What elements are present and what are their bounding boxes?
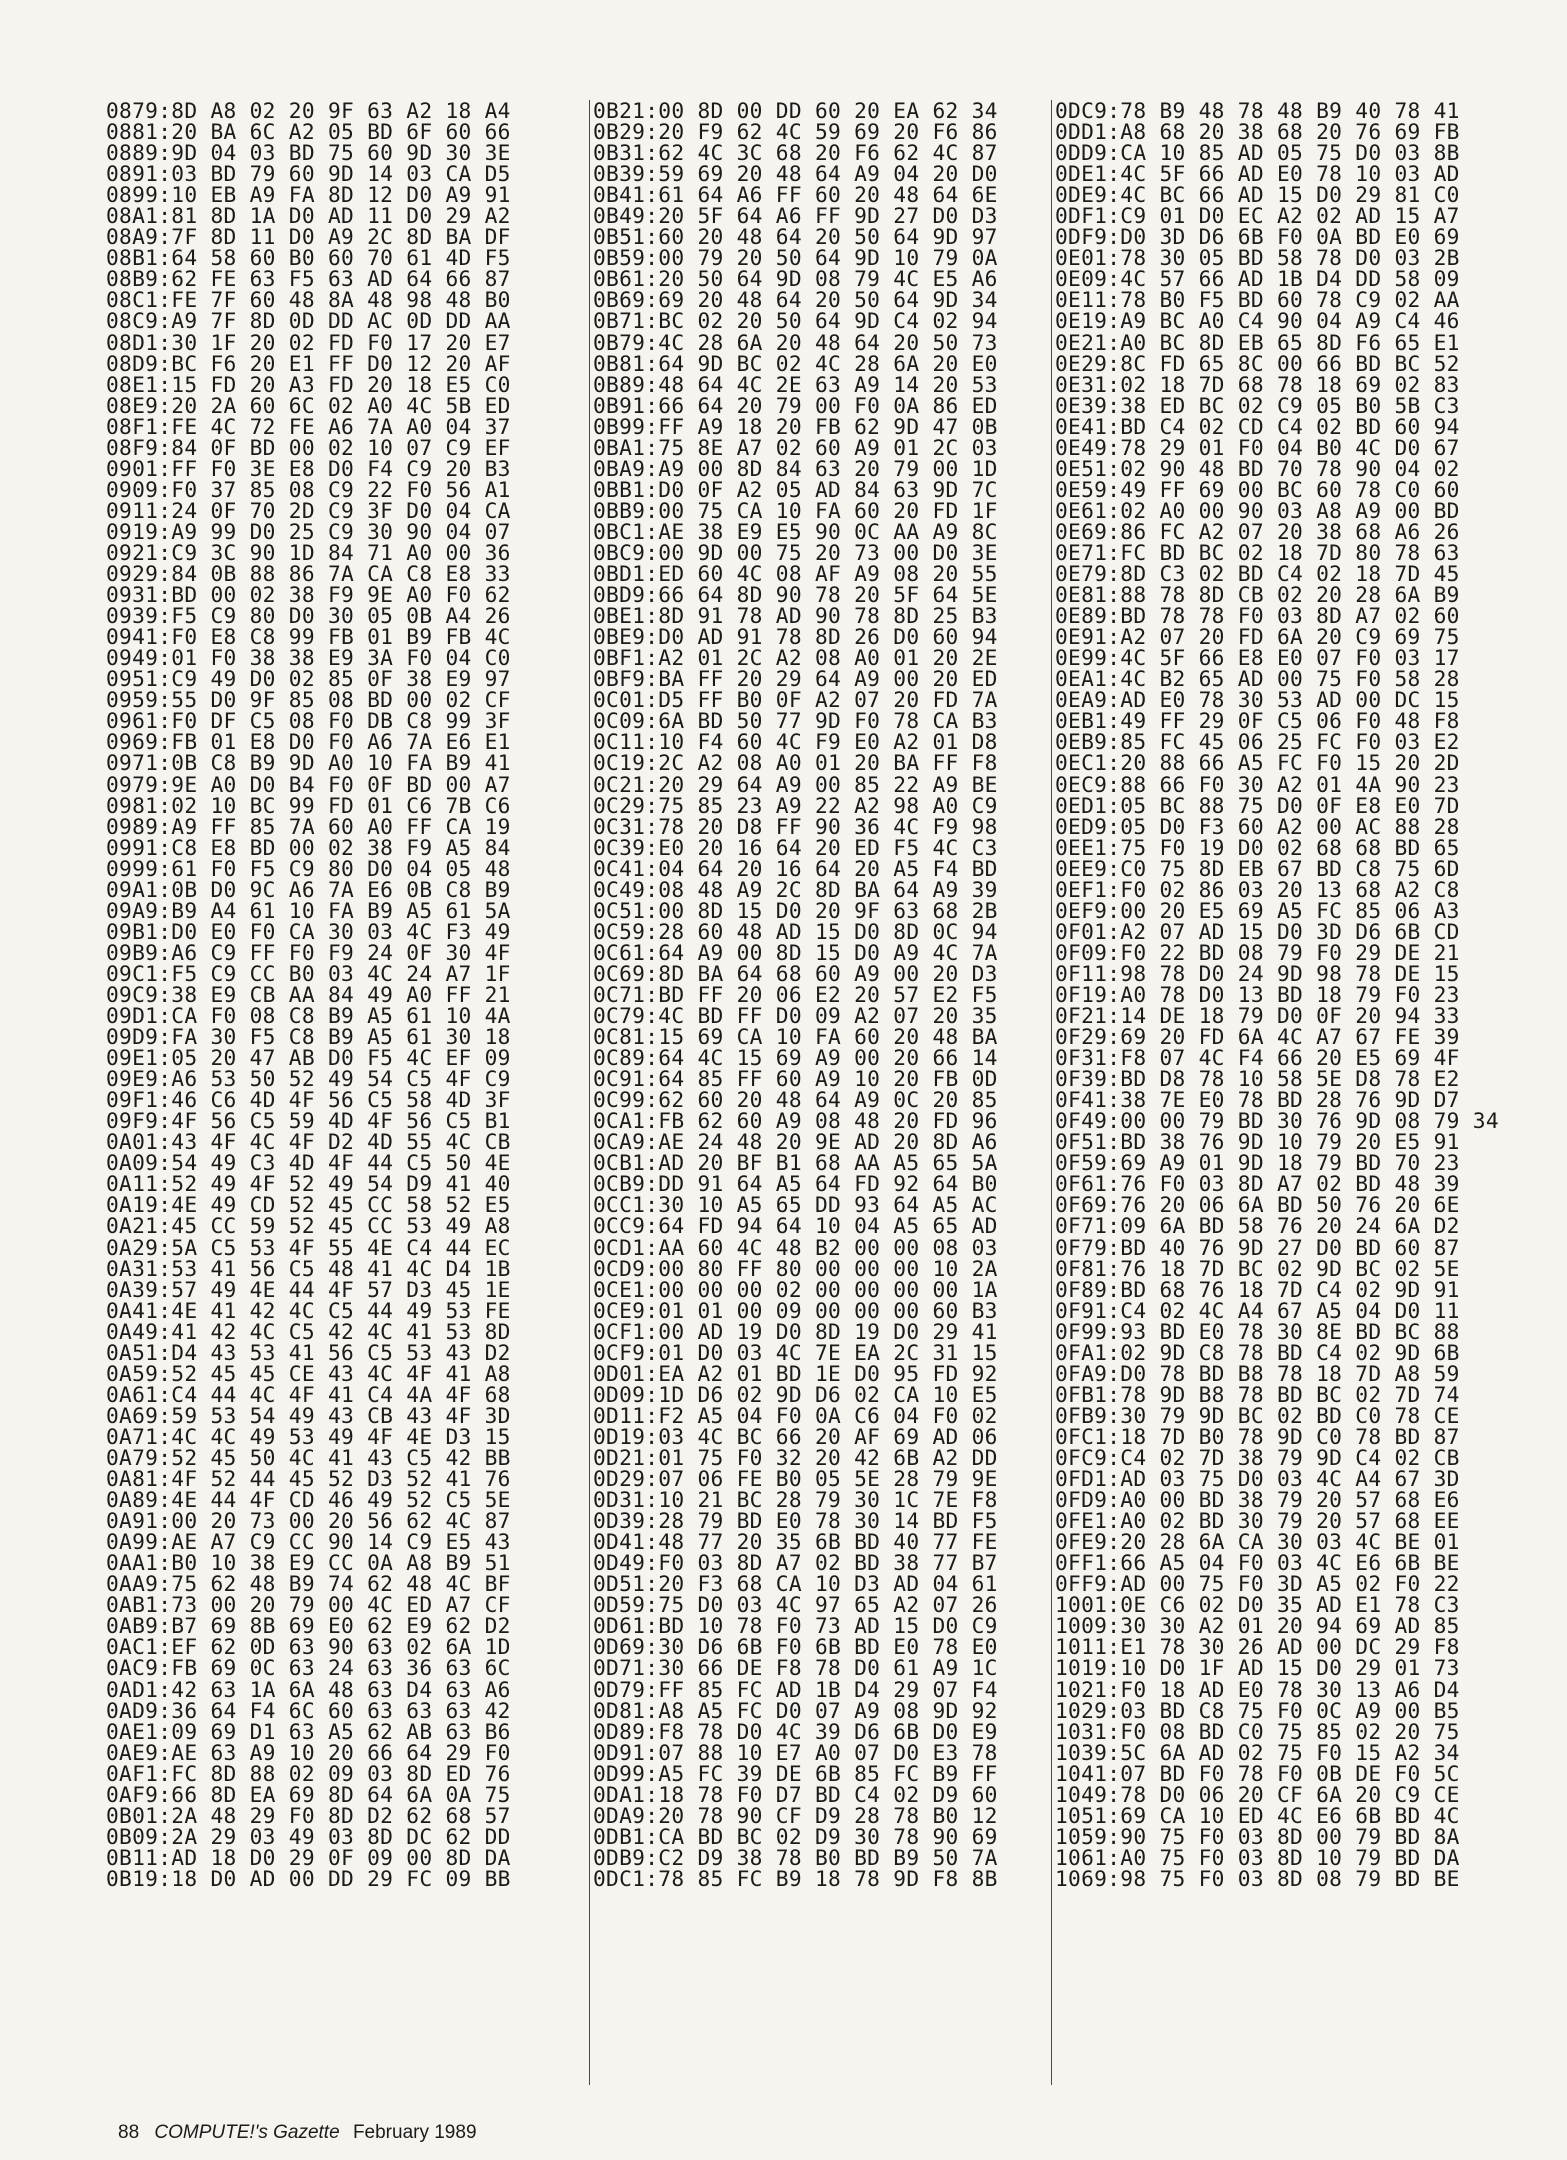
listing-line: 0921:C9 3C 90 1D 84 71 A0 00 36 — [106, 539, 511, 565]
listing-line: 0BF1:A2 01 2C A2 08 A0 01 20 2E — [593, 645, 998, 671]
listing-line: 1069:98 75 F0 03 8D 08 79 BD BE — [1055, 1865, 1460, 1891]
listing-line: 1009:30 30 A2 01 20 94 69 AD 85 — [1055, 1613, 1460, 1639]
listing-line: 0E31:02 18 7D 68 78 18 69 02 83 — [1055, 371, 1460, 397]
listing-line: 0891:03 BD 79 60 9D 14 03 CA D5 — [106, 161, 511, 187]
listing-line: 09F1:46 C6 4D 4F 56 C5 58 4D 3F — [106, 1087, 511, 1113]
listing-line: 09E9:A6 53 50 52 49 54 C5 4F C9 — [106, 1066, 511, 1092]
listing-line: 0E91:A2 07 20 FD 6A 20 C9 69 75 — [1055, 624, 1460, 650]
listing-line: 0999:61 F0 F5 C9 80 D0 04 05 48 — [106, 855, 511, 881]
listing-line: 0B19:18 D0 AD 00 DD 29 FC 09 BB — [106, 1865, 511, 1891]
listing-line: 0929:84 0B 88 86 7A CA C8 E8 33 — [106, 561, 511, 587]
listing-line: 09D9:FA 30 F5 C8 B9 A5 61 30 18 — [106, 1024, 511, 1050]
listing-line: 0C81:15 69 CA 10 FA 60 20 48 BA — [593, 1024, 998, 1050]
listing-line: 0B29:20 F9 62 4C 59 69 20 F6 86 — [593, 119, 998, 145]
listing-line: 1031:F0 08 BD C0 75 85 02 20 75 — [1055, 1718, 1460, 1744]
listing-line: 0EF1:F0 02 86 03 20 13 68 A2 C8 — [1055, 876, 1460, 902]
listing-line: 0DF1:C9 01 D0 EC A2 02 AD 15 A7 — [1055, 203, 1460, 229]
listing-line: 09D1:CA F0 08 C8 B9 A5 61 10 4A — [106, 1003, 511, 1029]
listing-line: 0D41:48 77 20 35 6B BD 40 77 FE — [593, 1529, 998, 1555]
listing-line: 0A89:4E 44 4F CD 46 49 52 C5 5E — [106, 1487, 511, 1513]
listing-line: 09E1:05 20 47 AB D0 F5 4C EF 09 — [106, 1045, 511, 1071]
listing-line: 0FA9:D0 78 BD B8 78 18 7D A8 59 — [1055, 1360, 1460, 1386]
listing-line: 0AF9:66 8D EA 69 8D 64 6A 0A 75 — [106, 1781, 511, 1807]
listing-line: 0DE9:4C BC 66 AD 15 D0 29 81 C0 — [1055, 182, 1460, 208]
listing-line: 0DC1:78 85 FC B9 18 78 9D F8 8B — [593, 1865, 998, 1891]
listing-line: 08E9:20 2A 60 6C 02 A0 4C 5B ED — [106, 392, 511, 418]
listing-line: 0FD9:A0 00 BD 38 79 20 57 68 E6 — [1055, 1487, 1460, 1513]
listing-line: 0E49:78 29 01 F0 04 B0 4C D0 67 — [1055, 434, 1460, 460]
listing-line: 0F81:76 18 7D BC 02 9D BC 02 5E — [1055, 1255, 1460, 1281]
listing-line: 0DB9:C2 D9 38 78 B0 BD B9 50 7A — [593, 1844, 998, 1870]
listing-line: 0879:8D A8 02 20 9F 63 A2 18 A4 — [106, 98, 511, 123]
listing-line: 0B69:69 20 48 64 20 50 64 9D 34 — [593, 287, 998, 313]
listing-line: 0CD1:AA 60 4C 48 B2 00 00 08 03 — [593, 1234, 998, 1260]
listing-line: 0E89:BD 78 78 F0 03 8D A7 02 60 — [1055, 603, 1460, 629]
listing-line: 0D29:07 06 FE B0 05 5E 28 79 9E — [593, 1466, 998, 1492]
listing-line: 08A1:81 8D 1A D0 AD 11 D0 29 A2 — [106, 203, 511, 229]
listing-line: 0981:02 10 BC 99 FD 01 C6 7B C6 — [106, 792, 511, 818]
listing-line: 0C19:2C A2 08 A0 01 20 BA FF F8 — [593, 750, 998, 776]
listing-line: 0DB1:CA BD BC 02 D9 30 78 90 69 — [593, 1823, 998, 1849]
listing-line: 0CF1:00 AD 19 D0 8D 19 D0 29 41 — [593, 1318, 998, 1344]
listing-line: 0C09:6A BD 50 77 9D F0 78 CA B3 — [593, 708, 998, 734]
listing-line: 0A61:C4 44 4C 4F 41 C4 4A 4F 68 — [106, 1381, 511, 1407]
listing-line: 08B1:64 58 60 B0 60 70 61 4D F5 — [106, 245, 511, 271]
listing-line: 0D71:30 66 DE F8 78 D0 61 A9 1C — [593, 1655, 998, 1681]
listing-line: 0AE1:09 69 D1 63 A5 62 AB 63 B6 — [106, 1718, 511, 1744]
listing-line: 0B39:59 69 20 48 64 A9 04 20 D0 — [593, 161, 998, 187]
listing-line: 1041:07 BD F0 78 F0 0B DE F0 5C — [1055, 1760, 1460, 1786]
listing-line: 0AC1:EF 62 0D 63 90 63 02 6A 1D — [106, 1634, 511, 1660]
listing-line: 0E59:49 FF 69 00 BC 60 78 C0 60 — [1055, 476, 1460, 502]
listing-line: 0BA1:75 8E A7 02 60 A9 01 2C 03 — [593, 434, 998, 460]
listing-line: 0BB9:00 75 CA 10 FA 60 20 FD 1F — [593, 497, 998, 523]
listing-line: 09C9:38 E9 CB AA 84 49 A0 FF 21 — [106, 981, 511, 1007]
listing-line: 0CA9:AE 24 48 20 9E AD 20 8D A6 — [593, 1129, 998, 1155]
listing-line: 0E51:02 90 48 BD 70 78 90 04 02 — [1055, 455, 1460, 481]
listing-line: 0CB1:AD 20 BF B1 68 AA A5 65 5A — [593, 1150, 998, 1176]
listing-line: 0DF9:D0 3D D6 6B F0 0A BD E0 69 — [1055, 224, 1460, 250]
listing-line: 0FC9:C4 02 7D 38 79 9D C4 02 CB — [1055, 1445, 1460, 1470]
listing-line: 0CA1:FB 62 60 A9 08 48 20 FD 96 — [593, 1108, 998, 1134]
listing-line: 1019:10 D0 1F AD 15 D0 29 01 73 — [1055, 1655, 1460, 1681]
listing-line: 0F69:76 20 06 6A BD 50 76 20 6E — [1055, 1192, 1460, 1218]
listing-line: 0D51:20 F3 68 CA 10 D3 AD 04 61 — [593, 1571, 998, 1597]
listing-line: 0E39:38 ED BC 02 C9 05 B0 5B C3 — [1055, 392, 1460, 418]
listing-line: 0CE9:01 01 00 09 00 00 00 60 B3 — [593, 1297, 998, 1323]
listing-line: 0D61:BD 10 78 F0 73 AD 15 D0 C9 — [593, 1613, 998, 1639]
listing-line: 0D79:FF 85 FC AD 1B D4 29 07 F4 — [593, 1676, 998, 1702]
listing-line: 0881:20 BA 6C A2 05 BD 6F 60 66 — [106, 119, 511, 145]
listing-line: 0B11:AD 18 D0 29 0F 09 00 8D DA — [106, 1844, 511, 1870]
listing-line: 0AB1:73 00 20 79 00 4C ED A7 CF — [106, 1592, 511, 1618]
listing-line: 0D91:07 88 10 E7 A0 07 D0 E3 78 — [593, 1739, 998, 1765]
listing-line: 0C61:64 A9 00 8D 15 D0 A9 4C 7A — [593, 939, 998, 965]
listing-line: 0FB9:30 79 9D BC 02 BD C0 78 CE — [1055, 1402, 1460, 1428]
listing-line: 0AA9:75 62 48 B9 74 62 48 4C BF — [106, 1571, 511, 1597]
listing-line: 0D31:10 21 BC 28 79 30 1C 7E F8 — [593, 1487, 998, 1513]
listing-line: 0A79:52 45 50 4C 41 43 C5 42 BB — [106, 1445, 511, 1470]
listing-line: 0B41:61 64 A6 FF 60 20 48 64 6E — [593, 182, 998, 208]
listing-line: 0B71:BC 02 20 50 64 9D C4 02 94 — [593, 308, 998, 334]
listing-line: 0AC9:FB 69 0C 63 24 63 36 63 6C — [106, 1655, 511, 1681]
listing-line: 0D59:75 D0 03 4C 97 65 A2 07 26 — [593, 1592, 998, 1618]
listing-line: 0C39:E0 20 16 64 20 ED F5 4C C3 — [593, 834, 998, 860]
listing-line: 0B79:4C 28 6A 20 48 64 20 50 73 — [593, 329, 998, 355]
listing-line: 08D1:30 1F 20 02 FD F0 17 20 E7 — [106, 329, 511, 355]
listing-line: 0EA1:4C B2 65 AD 00 75 F0 58 28 — [1055, 666, 1460, 692]
listing-line: 0C41:04 64 20 16 64 20 A5 F4 BD — [593, 855, 998, 881]
listing-line: 0DA9:20 78 90 CF D9 28 78 B0 12 — [593, 1802, 998, 1828]
listing-line: 0911:24 0F 70 2D C9 3F D0 04 CA — [106, 497, 511, 523]
listing-line: 0B61:20 50 64 9D 08 79 4C E5 A6 — [593, 266, 998, 292]
listing-line: 0A51:D4 43 53 41 56 C5 53 43 D2 — [106, 1339, 511, 1365]
column-divider — [589, 100, 590, 2085]
listing-line: 0C49:08 48 A9 2C 8D BA 64 A9 39 — [593, 876, 998, 902]
listing-line: 1059:90 75 F0 03 8D 00 79 BD 8A — [1055, 1823, 1460, 1849]
listing-line: 0E01:78 30 05 BD 58 78 D0 03 2B — [1055, 245, 1460, 271]
listing-line: 0F71:09 6A BD 58 76 20 24 6A D2 — [1055, 1213, 1460, 1239]
listing-line: 0931:BD 00 02 38 F9 9E A0 F0 62 — [106, 582, 511, 608]
listing-line: 0E29:8C FD 65 8C 00 66 BD BC 52 — [1055, 350, 1460, 376]
listing-line: 0AB9:B7 69 8B 69 E0 62 E9 62 D2 — [106, 1613, 511, 1639]
listing-line: 0BE1:8D 91 78 AD 90 78 8D 25 B3 — [593, 603, 998, 629]
listing-line: 0A41:4E 41 42 4C C5 44 49 53 FE — [106, 1297, 511, 1323]
listing-line: 0A01:43 4F 4C 4F D2 4D 55 4C CB — [106, 1129, 511, 1155]
listing-line: 0D89:F8 78 D0 4C 39 D6 6B D0 E9 — [593, 1718, 998, 1744]
listing-line: 0A31:53 41 56 C5 48 41 4C D4 1B — [106, 1255, 511, 1281]
listing-line: 0B59:00 79 20 50 64 9D 10 79 0A — [593, 245, 998, 271]
listing-line: 0D69:30 D6 6B F0 6B BD E0 78 E0 — [593, 1634, 998, 1660]
listing-line: 08D9:BC F6 20 E1 FF D0 12 20 AF — [106, 350, 511, 376]
listing-line: 0E19:A9 BC A0 C4 90 04 A9 C4 46 — [1055, 308, 1460, 334]
listing-line: 0D81:A8 A5 FC D0 07 A9 08 9D 92 — [593, 1697, 998, 1723]
listing-line: 0939:F5 C9 80 D0 30 05 0B A4 26 — [106, 603, 511, 629]
listing-line: 0AE9:AE 63 A9 10 20 66 64 29 F0 — [106, 1739, 511, 1765]
listing-line: 0BE9:D0 AD 91 78 8D 26 D0 60 94 — [593, 624, 998, 650]
listing-line: 0B81:64 9D BC 02 4C 28 6A 20 E0 — [593, 350, 998, 376]
listing-line: 0EC1:20 88 66 A5 FC F0 15 20 2D — [1055, 750, 1460, 776]
listing-line: 0F09:F0 22 BD 08 79 F0 29 DE 21 — [1055, 939, 1460, 965]
listing-line: 0AA1:B0 10 38 E9 CC 0A A8 B9 51 — [106, 1550, 511, 1576]
listing-line: 0E09:4C 57 66 AD 1B D4 DD 58 09 — [1055, 266, 1460, 292]
listing-line: 0C89:64 4C 15 69 A9 00 20 66 14 — [593, 1045, 998, 1071]
listing-line: 0AD1:42 63 1A 6A 48 63 D4 63 A6 — [106, 1676, 511, 1702]
listing-line: 08F1:FE 4C 72 FE A6 7A A0 04 37 — [106, 413, 511, 439]
listing-line: 1061:A0 75 F0 03 8D 10 79 BD DA — [1055, 1844, 1460, 1870]
listing-line: 0C71:BD FF 20 06 E2 20 57 E2 F5 — [593, 981, 998, 1007]
listing-line: 0F11:98 78 D0 24 9D 98 78 DE 15 — [1055, 960, 1460, 986]
listing-line: 1011:E1 78 30 26 AD 00 DC 29 F8 — [1055, 1634, 1460, 1660]
listing-line: 0C91:64 85 FF 60 A9 10 20 FB 0D — [593, 1066, 998, 1092]
listing-line: 0F89:BD 68 76 18 7D C4 02 9D 91 — [1055, 1276, 1460, 1302]
listing-line: 0DE1:4C 5F 66 AD E0 78 10 03 AD — [1055, 161, 1460, 187]
listing-line: 0E11:78 B0 F5 BD 60 78 C9 02 AA — [1055, 287, 1460, 313]
listing-line: 0F61:76 F0 03 8D A7 02 BD 48 39 — [1055, 1171, 1460, 1197]
listing-line: 0E71:FC BD BC 02 18 7D 80 78 63 — [1055, 539, 1460, 565]
listing-line: 0E99:4C 5F 66 E8 E0 07 F0 03 17 — [1055, 645, 1460, 671]
listing-line: 0A91:00 20 73 00 20 56 62 4C 87 — [106, 1508, 511, 1534]
listing-line: 0EB1:49 FF 29 0F C5 06 F0 48 F8 — [1055, 708, 1460, 734]
listing-line: 0EE9:C0 75 8D EB 67 BD C8 75 6D — [1055, 855, 1460, 881]
listing-line: 0CC9:64 FD 94 64 10 04 A5 65 AD — [593, 1213, 998, 1239]
listing-line: 09A1:0B D0 9C A6 7A E6 0B C8 B9 — [106, 876, 511, 902]
listing-line: 0A99:AE A7 C9 CC 90 14 C9 E5 43 — [106, 1529, 511, 1555]
listing-line: 0B49:20 5F 64 A6 FF 9D 27 D0 D3 — [593, 203, 998, 229]
listing-line: 0FE1:A0 02 BD 30 79 20 57 68 EE — [1055, 1508, 1460, 1534]
listing-line: 0A21:45 CC 59 52 45 CC 53 49 A8 — [106, 1213, 511, 1239]
listing-line: 0B91:66 64 20 79 00 F0 0A 86 ED — [593, 392, 998, 418]
listing-line: 0991:C8 E8 BD 00 02 38 F9 A5 84 — [106, 834, 511, 860]
listing-line: 08A9:7F 8D 11 D0 A9 2C 8D BA DF — [106, 224, 511, 250]
page-number: 88 — [118, 2122, 140, 2143]
listing-line: 0A11:52 49 4F 52 49 54 D9 41 40 — [106, 1171, 511, 1197]
listing-line: 0979:9E A0 D0 B4 F0 0F BD 00 A7 — [106, 771, 511, 797]
listing-line: 0909:F0 37 85 08 C9 22 F0 56 A1 — [106, 476, 511, 502]
listing-line: 0F31:F8 07 4C F4 66 20 E5 69 4F — [1055, 1045, 1460, 1071]
listing-line: 0EB9:85 FC 45 06 25 FC F0 03 E2 — [1055, 729, 1460, 755]
magazine-title: COMPUTE!'s Gazette — [154, 2122, 340, 2143]
listing-line: 0FE9:20 28 6A CA 30 03 4C BE 01 — [1055, 1529, 1460, 1555]
listing-line: 0D39:28 79 BD E0 78 30 14 BD F5 — [593, 1508, 998, 1534]
listing-line: 0889:9D 04 03 BD 75 60 9D 30 3E — [106, 140, 511, 166]
listing-line: 0FF1:66 A5 04 F0 03 4C E6 6B BE — [1055, 1550, 1460, 1576]
listing-line: 0941:F0 E8 C8 99 FB 01 B9 FB 4C — [106, 624, 511, 650]
listing-line: 0A29:5A C5 53 4F 55 4E C4 44 EC — [106, 1234, 511, 1260]
listing-line: 0F39:BD D8 78 10 58 5E D8 78 E2 — [1055, 1066, 1460, 1092]
listing-line: 0C51:00 8D 15 D0 20 9F 63 68 2B — [593, 897, 998, 923]
listing-line: 08C9:A9 7F 8D 0D DD AC 0D DD AA — [106, 308, 511, 334]
column-divider — [1051, 100, 1052, 2085]
listing-line: 0B31:62 4C 3C 68 20 F6 62 4C 87 — [593, 140, 998, 166]
listing-line: 0E79:8D C3 02 BD C4 02 18 7D 45 — [1055, 561, 1460, 587]
listing-line: 0ED9:05 D0 F3 60 A2 00 AC 88 28 — [1055, 813, 1460, 839]
listing-line: 0F79:BD 40 76 9D 27 D0 BD 60 87 — [1055, 1234, 1460, 1260]
listing-line: 0E61:02 A0 00 90 03 A8 A9 00 BD — [1055, 497, 1460, 523]
listing-line: 0D01:EA A2 01 BD 1E D0 95 FD 92 — [593, 1360, 998, 1386]
listing-line: 0EE1:75 F0 19 D0 02 68 68 BD 65 — [1055, 834, 1460, 860]
listing-line: 0A69:59 53 54 49 43 CB 43 4F 3D — [106, 1402, 511, 1428]
listing-column-1 — [106, 100, 511, 2085]
listing-line: 0C21:20 29 64 A9 00 85 22 A9 BE — [593, 771, 998, 797]
listing-line: 1021:F0 18 AD E0 78 30 13 A6 D4 — [1055, 1676, 1460, 1702]
listing-line: 0FF9:AD 00 75 F0 3D A5 02 F0 22 — [1055, 1571, 1460, 1597]
listing-line: 0F49:00 00 79 BD 30 76 9D 08 79 34 — [1055, 1108, 1499, 1134]
listing-line: 0919:A9 99 D0 25 C9 30 90 04 07 — [106, 518, 511, 544]
listing-line: 0D21:01 75 F0 32 20 42 6B A2 DD — [593, 1445, 998, 1470]
listing-line: 0971:0B C8 B9 9D A0 10 FA B9 41 — [106, 750, 511, 776]
listing-line: 1029:03 BD C8 75 F0 0C A9 00 B5 — [1055, 1697, 1460, 1723]
listing-line: 0A81:4F 52 44 45 52 D3 52 41 76 — [106, 1466, 511, 1492]
listing-line: 09C1:F5 C9 CC B0 03 4C 24 A7 1F — [106, 960, 511, 986]
page-footer — [118, 2122, 477, 2144]
listing-line: 0FC1:18 7D B0 78 9D C0 78 BD 87 — [1055, 1423, 1460, 1449]
listing-line: 0A59:52 45 45 CE 43 4C 4F 41 A8 — [106, 1360, 511, 1386]
issue-date: February 1989 — [352, 2122, 477, 2143]
listing-line: 0A19:4E 49 CD 52 45 CC 58 52 E5 — [106, 1192, 511, 1218]
listing-line: 0F41:38 7E E0 78 BD 28 76 9D D7 — [1055, 1087, 1460, 1113]
listing-column-2 — [593, 100, 998, 2085]
listing-line: 0BF9:BA FF 20 29 64 A9 00 20 ED — [593, 666, 998, 692]
listing-line: 0F19:A0 78 D0 13 BD 18 79 F0 23 — [1055, 981, 1460, 1007]
listing-line: 0D49:F0 03 8D A7 02 BD 38 77 B7 — [593, 1550, 998, 1576]
listing-line: 0C01:D5 FF B0 0F A2 07 20 FD 7A — [593, 687, 998, 713]
listing-line: 0C29:75 85 23 A9 22 A2 98 A0 C9 — [593, 792, 998, 818]
listing-line: 0AF1:FC 8D 88 02 09 03 8D ED 76 — [106, 1760, 511, 1786]
listing-line: 0EA9:AD E0 78 30 53 AD 00 DC 15 — [1055, 687, 1460, 713]
listing-line: 0DD9:CA 10 85 AD 05 75 D0 03 8B — [1055, 140, 1460, 166]
listing-line: 0EC9:88 66 F0 30 A2 01 4A 90 23 — [1055, 771, 1460, 797]
listing-line: 0989:A9 FF 85 7A 60 A0 FF CA 19 — [106, 813, 511, 839]
listing-line: 0CD9:00 80 FF 80 00 00 00 10 2A — [593, 1255, 998, 1281]
listing-line: 0EF9:00 20 E5 69 A5 FC 85 06 A3 — [1055, 897, 1460, 923]
listing-line: 0BC1:AE 38 E9 E5 90 0C AA A9 8C — [593, 518, 998, 544]
listing-line: 0961:F0 DF C5 08 F0 DB C8 99 3F — [106, 708, 511, 734]
listing-line: 0A09:54 49 C3 4D 4F 44 C5 50 4E — [106, 1150, 511, 1176]
listing-column-3 — [1055, 100, 1499, 2085]
listing-line: 0D11:F2 A5 04 F0 0A C6 04 F0 02 — [593, 1402, 998, 1428]
listing-line: 0BD9:66 64 8D 90 78 20 5F 64 5E — [593, 582, 998, 608]
listing-line: 0F59:69 A9 01 9D 18 79 BD 70 23 — [1055, 1150, 1460, 1176]
listing-line: 0B51:60 20 48 64 20 50 64 9D 97 — [593, 224, 998, 250]
listing-line: 08C1:FE 7F 60 48 8A 48 98 48 B0 — [106, 287, 511, 313]
listing-line: 0F01:A2 07 AD 15 D0 3D D6 6B CD — [1055, 918, 1460, 944]
listing-line: 0D99:A5 FC 39 DE 6B 85 FC B9 FF — [593, 1760, 998, 1786]
listing-line: 0DD1:A8 68 20 38 68 20 76 69 FB — [1055, 119, 1460, 145]
listing-line: 0D19:03 4C BC 66 20 AF 69 AD 06 — [593, 1423, 998, 1449]
listing-line: 0E21:A0 BC 8D EB 65 8D F6 65 E1 — [1055, 329, 1460, 355]
listing-line: 0CC1:30 10 A5 65 DD 93 64 A5 AC — [593, 1192, 998, 1218]
listing-line: 1049:78 D0 06 20 CF 6A 20 C9 CE — [1055, 1781, 1460, 1807]
listing-line: 09B1:D0 E0 F0 CA 30 03 4C F3 49 — [106, 918, 511, 944]
hex-listing — [100, 100, 1560, 2085]
listing-line: 0CE1:00 00 00 02 00 00 00 00 1A — [593, 1276, 998, 1302]
listing-line: 0FB1:78 9D B8 78 BD BC 02 7D 74 — [1055, 1381, 1460, 1407]
listing-line: 1051:69 CA 10 ED 4C E6 6B BD 4C — [1055, 1802, 1460, 1828]
listing-line: 0B09:2A 29 03 49 03 8D DC 62 DD — [106, 1823, 511, 1849]
listing-line: 0C11:10 F4 60 4C F9 E0 A2 01 D8 — [593, 729, 998, 755]
listing-line: 0AD9:36 64 F4 6C 60 63 63 63 42 — [106, 1697, 511, 1723]
listing-line: 0DC9:78 B9 48 78 48 B9 40 78 41 — [1055, 98, 1460, 123]
listing-line: 0B01:2A 48 29 F0 8D D2 62 68 57 — [106, 1802, 511, 1828]
listing-line: 0C59:28 60 48 AD 15 D0 8D 0C 94 — [593, 918, 998, 944]
listing-line: 0E41:BD C4 02 CD C4 02 BD 60 94 — [1055, 413, 1460, 439]
listing-line: 0D09:1D D6 02 9D D6 02 CA 10 E5 — [593, 1381, 998, 1407]
listing-line: 0CF9:01 D0 03 4C 7E EA 2C 31 15 — [593, 1339, 998, 1365]
listing-line: 0CB9:DD 91 64 A5 64 FD 92 64 B0 — [593, 1171, 998, 1197]
listing-line: 0899:10 EB A9 FA 8D 12 D0 A9 91 — [106, 182, 511, 208]
listing-line: 0B21:00 8D 00 DD 60 20 EA 62 34 — [593, 98, 998, 123]
listing-line: 0F29:69 20 FD 6A 4C A7 67 FE 39 — [1055, 1024, 1460, 1050]
listing-line: 0959:55 D0 9F 85 08 BD 00 02 CF — [106, 687, 511, 713]
listing-line: 0951:C9 49 D0 02 85 0F 38 E9 97 — [106, 666, 511, 692]
listing-line: 09F9:4F 56 C5 59 4D 4F 56 C5 B1 — [106, 1108, 511, 1134]
listing-line: 08F9:84 0F BD 00 02 10 07 C9 EF — [106, 434, 511, 460]
listing-line: 0BC9:00 9D 00 75 20 73 00 D0 3E — [593, 539, 998, 565]
listing-line: 0901:FF F0 3E E8 D0 F4 C9 20 B3 — [106, 455, 511, 481]
listing-line: 0BD1:ED 60 4C 08 AF A9 08 20 55 — [593, 561, 998, 587]
listing-line: 0E81:88 78 8D CB 02 20 28 6A B9 — [1055, 582, 1460, 608]
listing-line: 0F51:BD 38 76 9D 10 79 20 E5 91 — [1055, 1129, 1460, 1155]
listing-line: 1001:0E C6 02 D0 35 AD E1 78 C3 — [1055, 1592, 1460, 1618]
listing-line: 0F21:14 DE 18 79 D0 0F 20 94 33 — [1055, 1003, 1460, 1029]
listing-line: 0DA1:18 78 F0 D7 BD C4 02 D9 60 — [593, 1781, 998, 1807]
listing-line: 09B9:A6 C9 FF F0 F9 24 0F 30 4F — [106, 939, 511, 965]
listing-line: 0C69:8D BA 64 68 60 A9 00 20 D3 — [593, 960, 998, 986]
listing-line: 08E1:15 FD 20 A3 FD 20 18 E5 C0 — [106, 371, 511, 397]
listing-line: 0969:FB 01 E8 D0 F0 A6 7A E6 E1 — [106, 729, 511, 755]
listing-line: 0FA1:02 9D C8 78 BD C4 02 9D 6B — [1055, 1339, 1460, 1365]
listing-line: 0B99:FF A9 18 20 FB 62 9D 47 0B — [593, 413, 998, 439]
listing-line: 0C31:78 20 D8 FF 90 36 4C F9 98 — [593, 813, 998, 839]
listing-line: 0A71:4C 4C 49 53 49 4F 4E D3 15 — [106, 1423, 511, 1449]
listing-line: 1039:5C 6A AD 02 75 F0 15 A2 34 — [1055, 1739, 1460, 1765]
listing-line: 0ED1:05 BC 88 75 D0 0F E8 E0 7D — [1055, 792, 1460, 818]
listing-line: 0C99:62 60 20 48 64 A9 0C 20 85 — [593, 1087, 998, 1113]
listing-line: 09A9:B9 A4 61 10 FA B9 A5 61 5A — [106, 897, 511, 923]
listing-line: 0E69:86 FC A2 07 20 38 68 A6 26 — [1055, 518, 1460, 544]
listing-line: 08B9:62 FE 63 F5 63 AD 64 66 87 — [106, 266, 511, 292]
listing-line: 0F99:93 BD E0 78 30 8E BD BC 88 — [1055, 1318, 1460, 1344]
listing-line: 0B89:48 64 4C 2E 63 A9 14 20 53 — [593, 371, 998, 397]
listing-line: 0A49:41 42 4C C5 42 4C 41 53 8D — [106, 1318, 511, 1344]
listing-line: 0BA9:A9 00 8D 84 63 20 79 00 1D — [593, 455, 998, 481]
listing-line: 0F91:C4 02 4C A4 67 A5 04 D0 11 — [1055, 1297, 1460, 1323]
listing-line: 0FD1:AD 03 75 D0 03 4C A4 67 3D — [1055, 1466, 1460, 1492]
listing-line: 0A39:57 49 4E 44 4F 57 D3 45 1E — [106, 1276, 511, 1302]
listing-line: 0949:01 F0 38 38 E9 3A F0 04 C0 — [106, 645, 511, 671]
listing-line: 0BB1:D0 0F A2 05 AD 84 63 9D 7C — [593, 476, 998, 502]
listing-line: 0C79:4C BD FF D0 09 A2 07 20 35 — [593, 1003, 998, 1029]
